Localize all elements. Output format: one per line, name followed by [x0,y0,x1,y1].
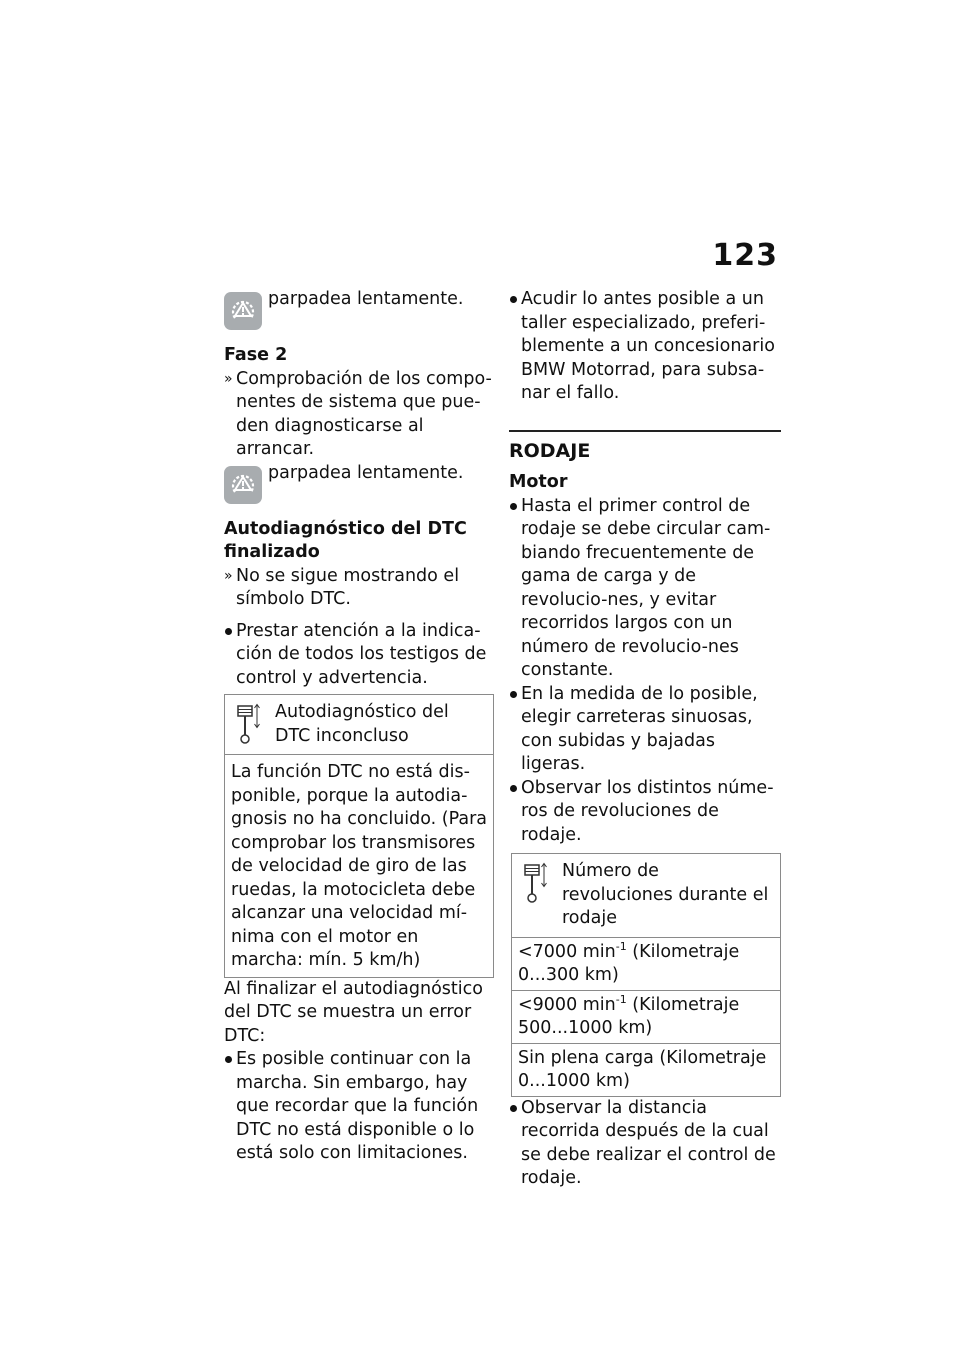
note-box-title: Autodiagnóstico del DTC inconcluso [275,702,449,746]
finished-result [224,565,494,612]
list-item-text: Hasta el primer control de rodaje se debe circular cam-biando frecuentemente de gama de carga y de revolucio-nes, y evitar recorridos largos con un número de revolucio-nes constante. [521,495,771,680]
fase2-heading: Fase 2 [224,345,288,365]
rpm-row-2 [512,990,780,1043]
warning-text-2: parpadea lentamente. [268,462,464,483]
note-box-body: La función DTC no está dis-ponible, porque la autodia-gnosis no ha concluido. (Para comprobar los transmisores de velocidad de giro de las ruedas, la motocicleta debe alcanzar una velocidad mí-nima con el motor en marcha: mín. 5 km/h) [231,762,488,970]
after-box-text: Al finalizar el autodiagnóstico del DTC se muestra un error DTC: [224,978,483,1046]
warning-line-2 [224,462,494,504]
engine-piston-icon [522,862,548,906]
finished-heading-line1: Autodiagnóstico del DTC [224,518,467,539]
note-box-rpm [511,853,781,1097]
rpm-row-1 [512,937,780,990]
note-box-dtc-inconclusive [224,694,494,978]
bullet-icon [510,503,517,510]
bullet-icon [510,1105,517,1112]
bullet-icon [510,691,517,698]
page-number: 123 [712,238,778,273]
dtc-warning-light-icon [224,466,262,504]
attention-bullet-text: Prestar atención a la indica-ción de todos los testigos de control y advertencia. [236,620,487,688]
workshop-bullet-text: Acudir lo antes posible a un taller especializado, preferi-blemente a un concesionario BMW Motorrad, para subsa-nar el fallo. [521,289,775,403]
result-marker: » [224,567,233,584]
distance-bullet-text: Observar la distancia recorrida después de la cual se debe realizar el control de rodaje. [521,1097,776,1188]
finished-result-text: No se sigue mostrando el símbolo DTC. [236,565,460,609]
list-item-text: Observar los distintos núme-ros de revoluciones de rodaje. [521,777,774,845]
rpm-row-text: Sin plena carga (Kilometraje 0...1000 km) [518,1047,767,1091]
rpm-row-sup: -1 [615,992,627,1006]
note-box-title: Número de revoluciones durante el rodaje [562,861,769,928]
result-marker: » [224,370,233,387]
warning-line-1 [224,288,494,330]
bullet-icon [225,1056,232,1063]
finished-heading-line2: finalizado [224,542,320,562]
section-divider [509,430,781,432]
left-column [224,288,494,1166]
engine-piston-icon [235,703,261,747]
rpm-row-text: <7000 min [518,941,616,962]
list-item [509,495,781,683]
list-item [509,683,781,777]
attention-bullet [224,620,494,691]
warning-text-1: parpadea lentamente. [268,289,464,309]
dtc-warning-light-icon [224,292,262,330]
right-column [509,288,781,1191]
motor-heading: Motor [509,472,568,492]
fase2-result [224,368,494,462]
bullet-icon [510,296,517,303]
note-box-header [512,854,780,937]
note-box-header [225,695,493,755]
continue-bullet-text: Es posible continuar con la marcha. Sin embargo, hay que recordar que la función DTC no está disponible o lo está solo con limitaciones. [236,1049,479,1163]
rpm-row-text: <9000 min [518,994,616,1015]
list-item [509,777,781,848]
fase2-result-text: Comprobación de los compo-nentes de sistema que pue-den diagnosticarse al arrancar. [236,368,492,459]
rpm-row-text: (Kilometraje 500...1000 km) [518,994,740,1038]
finished-heading [224,518,494,565]
workshop-bullet [509,288,781,406]
distance-bullet [509,1097,781,1191]
rpm-row-text: (Kilometraje 0...300 km) [518,941,740,985]
bullet-icon [510,785,517,792]
rpm-row-3 [512,1043,780,1096]
section-heading-rodaje: RODAJE [509,439,591,462]
list-item-text: En la medida de lo posible, elegir carreteras sinuosas, con subidas y bajadas ligeras. [521,683,758,774]
rpm-row-sup: -1 [615,939,627,953]
bullet-icon [225,628,232,635]
continue-bullet [224,1048,494,1166]
